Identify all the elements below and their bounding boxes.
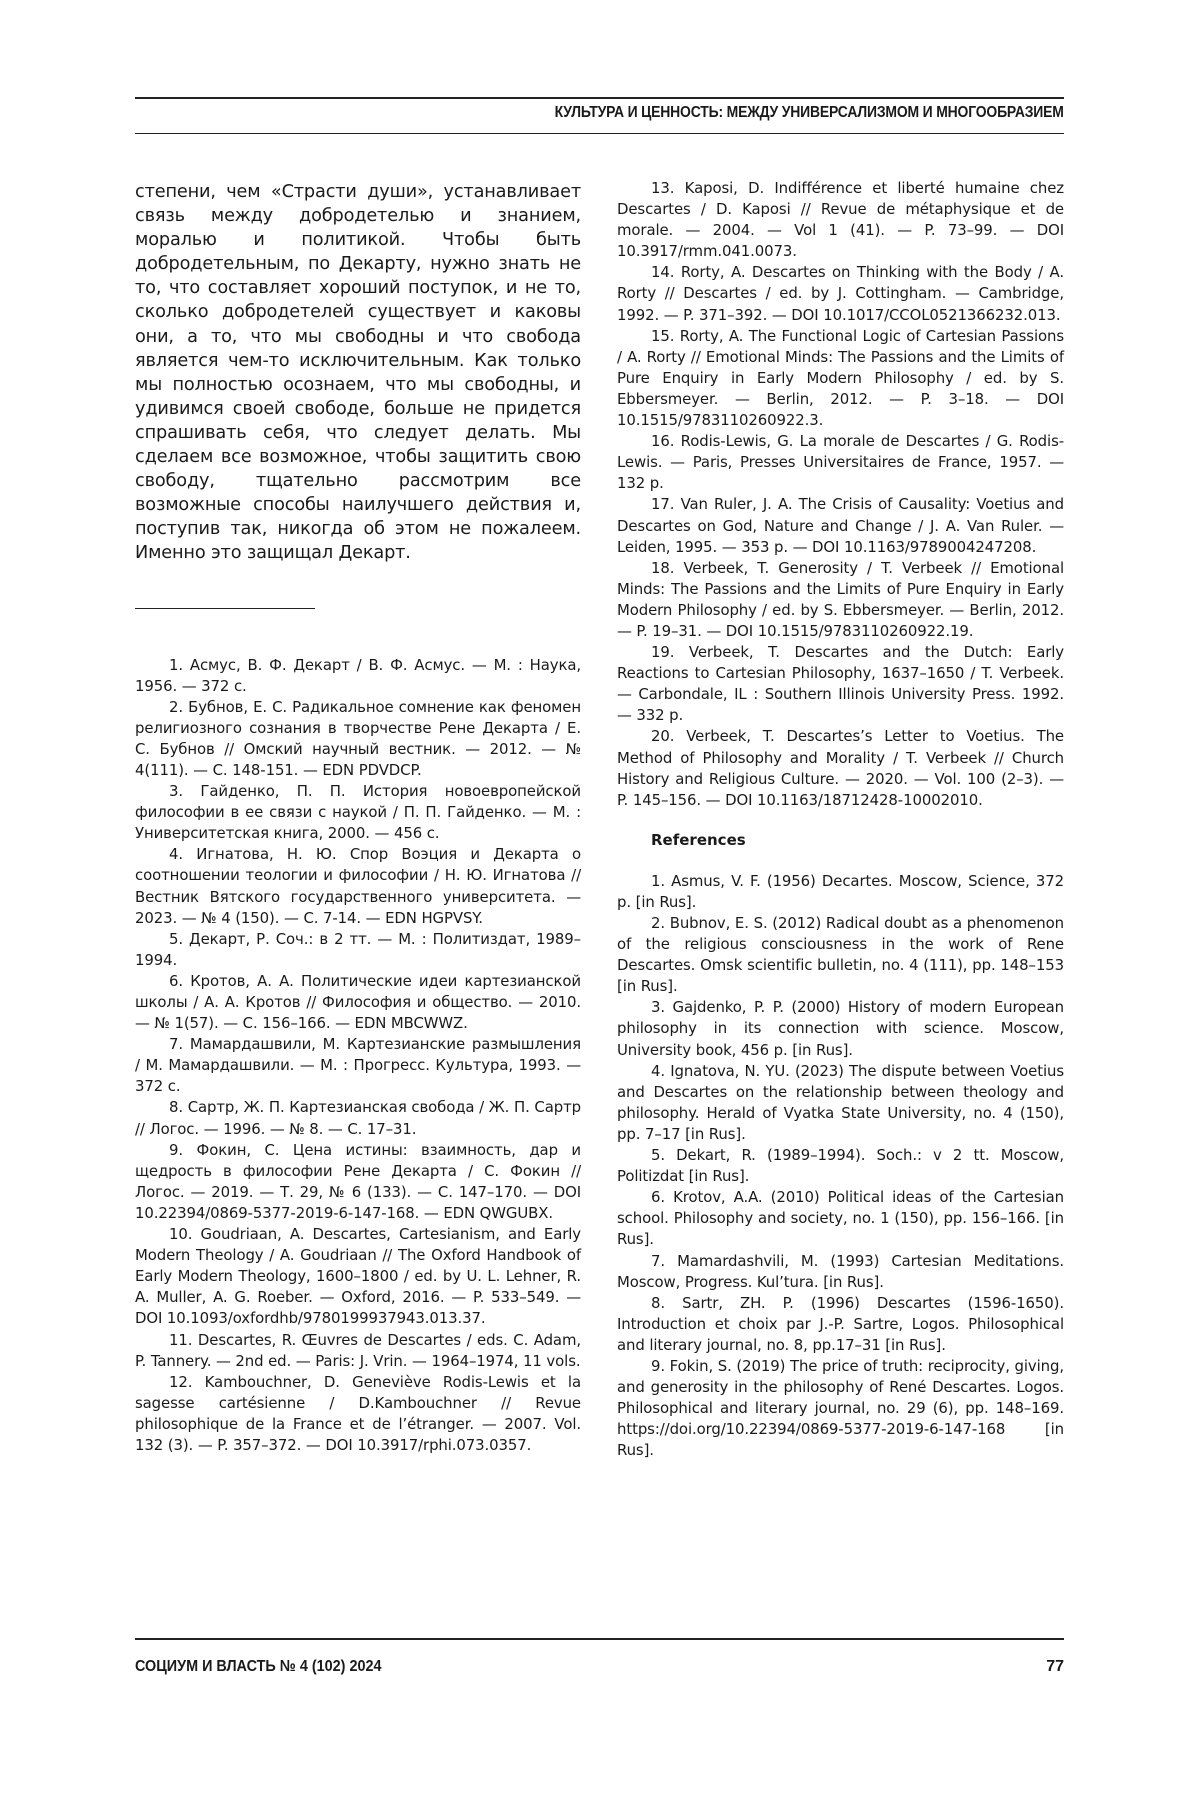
reference-item: 8. Sartr, ZH. P. (1996) Descartes (1596-1650). Introduction et choix par J.-P. Sartre, Logos. Philosophical and literary journal, no. 8, pp.17–31 [in Rus]. [617, 1293, 1064, 1354]
source-item: 5. Декарт, Р. Соч.: в 2 тт. — М. : Политиздат, 1989–1994. [135, 929, 581, 969]
source-item: 6. Кротов, А. А. Политические идеи картезианской школы / А. А. Кротов // Философия и общество. — 2010. — № 1(57). — С. 156–166. — EDN MBCWWZ. [135, 971, 581, 1033]
body-paragraph: степени, чем «Страсти души», устанавливает связь между добродетелью и знанием, моралью и политикой. Чтобы быть добродетельным, по Декарту, нужно знать не то, что составляет хороший поступок, и не то, сколько добродетелей существует и каковы они, а то, что мы свободны и что свобода является чем-то исключительным. Как только мы полностью осознаем, что мы свободны, и удивимся своей свободе, больше не придется спрашивать себя, что следует делать. Мы сделаем все возможное, чтобы защитить свою свободу, тщательно рассмотрим все возможные способы наилучшего действия и, поступив так, никогда об этом не пожалеем. Именно это защищал Декарт. [135, 182, 581, 564]
header-top-rule [135, 97, 1064, 99]
reference-item: 3. Gajdenko, P. P. (2000) History of modern European philosophy in its connection with science. Moscow, University book, 456 p. [in Rus]. [617, 998, 1064, 1059]
footer-rule [135, 1638, 1064, 1640]
source-item: 3. Гайденко, П. П. История новоевропейской философии в ее связи с наукой / П. П. Гайденко. — М. : Университетская книга, 2000. — 456 с. [135, 782, 581, 843]
source-item: 12. Kambouchner, D. Geneviève Rodis-Lewis et la sagesse cartésienne / D.Kambouchner // Revue philosophique de la France et de l’étranger. — 2007. Vol. 132 (3). — P. 357–372. — DOI 10.3917/rphi.073.0357. [135, 1372, 581, 1454]
source-item: 15. Rorty, A. The Functional Logic of Cartesian Passions / A. Rorty // Emotional Minds: The Passions and the Limits of Pure Enquiry in Early Modern Philosophy / ed. by S. Ebbersmeyer. — Berlin, 2012. — P. 3–18. — DOI 10.1515/9783110260922.3. [617, 326, 1064, 430]
header-bottom-rule [135, 133, 1064, 134]
reference-item: 6. Krotov, A.A. (2010) Political ideas of the Cartesian school. Philosophy and society, no. 1 (150), pp. 156–166. [in Rus]. [617, 1188, 1064, 1249]
journal-title: СОЦИУМ И ВЛАСТЬ № 4 (102) 2024 [135, 1658, 382, 1675]
footnote-separator [135, 608, 315, 609]
source-item: 19. Verbeek, T. Descartes and the Dutch: Early Reactions to Cartesian Philosophy, 1637–1650 / T. Verbeek. — Carbondale, IL : Southern Illinois University Press. 1992. — 332 p. [617, 643, 1064, 725]
reference-item: 7. Mamardashvili, M. (1993) Cartesian Meditations. Moscow, Progress. Kul’tura. [in Rus]. [617, 1251, 1064, 1291]
source-item: 18. Verbeek, T. Generosity / T. Verbeek // Emotional Minds: The Passions and the Limits of Pure Enquiry in Early Modern Philosophy / ed. by S. Ebbersmeyer. — Berlin, 2012. — P. 19–31. — DOI 10.1515/9783110260922.19. [617, 558, 1064, 640]
source-item: 16. Rodis-Lewis, G. La morale de Descartes / G. Rodis-Lewis. — Paris, Presses Universitaires de France, 1957. — 132 p. [617, 432, 1064, 493]
source-item: 8. Сартр, Ж. П. Картезианская свобода / Ж. П. Сартр // Логос. — 1996. — № 8. — С. 17–31. [135, 1098, 581, 1138]
left-column [135, 180, 581, 1456]
source-item: 13. Kaposi, D. Indifférence et liberté humaine chez Descartes / D. Kaposi // Revue de métaphysique et de morale. — 2004. — Vol 1 (41). — P. 73–99. — DOI 10.3917/rmm.041.0073. [617, 179, 1064, 261]
reference-item: 9. Fokin, S. (2019) The price of truth: reciprocity, giving, and generosity in the philosophy of René Descartes. Logos. Philosophical and literary journal, no. 29 (6), pp. 148–169. https://doi.org/10.22394/0869-5377-2019-6-147-168 [in Rus]. [617, 1356, 1064, 1460]
source-item: 11. Descartes, R. Œuvres de Descartes / eds. C. Adam, P. Tannery. — 2nd ed. — Paris: J. Vrin. — 1964–1974, 11 vols. [135, 1330, 581, 1370]
right-column [617, 178, 1064, 1461]
reference-item: 2. Bubnov, E. S. (2012) Radical doubt as a phenomenon of the religious consciousness in the work of Rene Descartes. Omsk scientific bulletin, no. 4 (111), pp. 148–153 [in Rus]. [617, 914, 1064, 996]
source-item: 14. Rorty, A. Descartes on Thinking with the Body / A. Rorty // Descartes / ed. by J. Cottingham. — Cambridge, 1992. — P. 371–392. — DOI 10.1017/CCOL0521366232.013. [617, 263, 1064, 324]
references-heading: References [651, 830, 746, 849]
source-item: 1. Асмус, В. Ф. Декарт / В. Ф. Асмус. — М. : Наука, 1956. — 372 с. [135, 655, 581, 695]
source-item: 20. Verbeek, T. Descartes’s Letter to Voetius. The Method of Philosophy and Morality / T. Verbeek // Church History and Religious Culture. — 2020. — Vol. 100 (2–3). — P. 145–156. — DOI 10.1163/18712428-10002010. [617, 727, 1064, 809]
source-item: 2. Бубнов, Е. С. Радикальное сомнение как феномен религиозного сознания в творчестве Рене Декарта / Е. С. Бубнов // Омский научный вестник. — 2012. — № 4(111). — С. 148-151. — EDN PDVDCP. [135, 697, 581, 779]
source-item: 9. Фокин, С. Цена истины: взаимность, дар и щедрость в философии Рене Декарта / С. Фокин // Логос. — 2019. — Т. 29, № 6 (133). — С. 147–170. — DOI 10.22394/0869-5377-2019-6-147-168. — EDN QWGUBX. [135, 1140, 581, 1222]
reference-item: 1. Asmus, V. F. (1956) Decartes. Moscow, Science, 372 p. [in Rus]. [617, 871, 1064, 911]
reference-item: 5. Dekart, R. (1989–1994). Soch.: v 2 tt. Moscow, Politizdat [in Rus]. [617, 1146, 1064, 1186]
page-number: 77 [1046, 1658, 1064, 1675]
reference-item: 4. Ignatova, N. YU. (2023) The dispute between Voetius and Descartes on the relationship between theology and philosophy. Herald of Vyatka State University, no. 4 (150), pp. 7–17 [in Rus]. [617, 1061, 1064, 1143]
source-item: 17. Van Ruler, J. A. The Crisis of Causality: Voetius and Descartes on God, Nature and Change / J. A. Van Ruler. — Leiden, 1995. — 353 p. — DOI 10.1163/9789004247208. [617, 495, 1064, 556]
running-title: КУЛЬТУРА И ЦЕННОСТЬ: МЕЖДУ УНИВЕРСАЛИЗМОМ И МНОГООБРАЗИЕМ [554, 104, 1064, 121]
source-item: 4. Игнатова, Н. Ю. Спор Воэция и Декарта о соотношении теологии и философии / Н. Ю. Игнатова // Вестник Вятского государственного университета. — 2023. — № 4 (150). — С. 7-14. — EDN HGPVSY. [135, 845, 581, 927]
source-item: 10. Goudriaan, A. Descartes, Cartesianism, and Early Modern Theology / A. Goudriaan // The Oxford Handbook of Early Modern Theology, 1600–1800 / ed. by U. L. Lehner, R. A. Muller, A. G. Roeber. — Oxford, 2016. — P. 533–549. — DOI 10.1093/oxfordhb/9780199937943.013.37. [135, 1225, 581, 1328]
source-item: 7. Мамардашвили, М. Картезианские размышления / М. Мамардашвили. — М. : Прогресс. Культура, 1993. — 372 с. [135, 1035, 581, 1096]
